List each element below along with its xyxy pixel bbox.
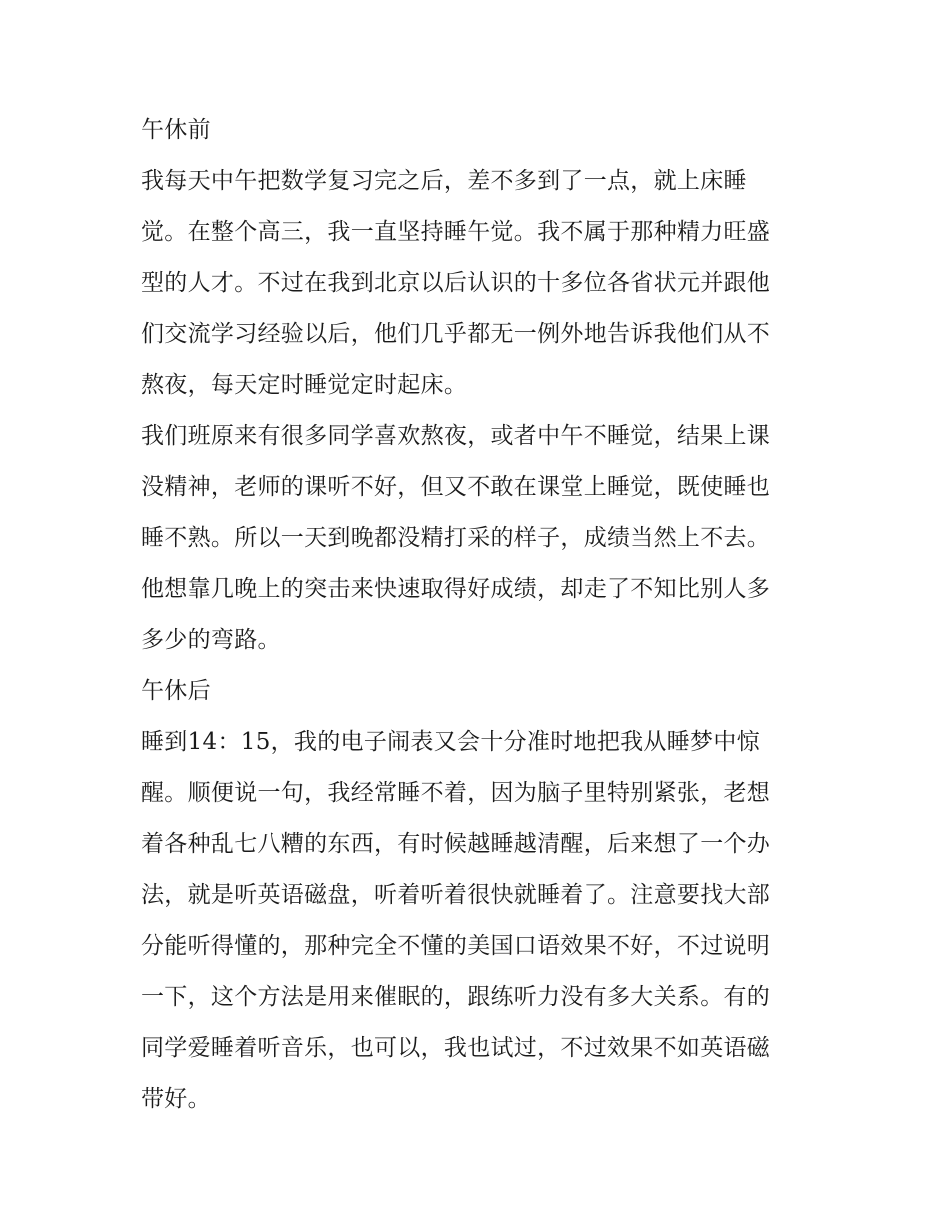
- text-line: 型的人才。不过在我到北京以后认识的十多位各省状元并跟他: [141, 270, 771, 296]
- text-line: 没精神，老师的课听不好，但又不敢在课堂上睡觉，既使睡也: [141, 474, 771, 500]
- section-heading-after-nap: 午休后: [141, 678, 211, 704]
- text-line: 带好。: [141, 1086, 211, 1112]
- text-line: 分能听得懂的，那种完全不懂的美国口语效果不好，不过说明: [141, 933, 771, 959]
- text-line: 法，就是听英语磁盘，听着听着很快就睡着了。注意要找大部: [141, 882, 771, 908]
- text-line: 他想靠几晚上的突击来快速取得好成绩，却走了不知比别人多: [141, 576, 771, 602]
- text-line: 熬夜，每天定时睡觉定时起床。: [141, 372, 468, 398]
- text-line: 我们班原来有很多同学喜欢熬夜，或者中午不睡觉，结果上课: [141, 423, 771, 449]
- text-line: 一下，这个方法是用来催眠的，跟练听力没有多大关系。有的: [141, 984, 771, 1010]
- text-line: 醒。顺便说一句，我经常睡不着，因为脑子里特别紧张，老想: [141, 780, 771, 806]
- document-body: [141, 105, 821, 1125]
- text-line: 们交流学习经验以后，他们几乎都无一例外地告诉我他们从不: [141, 321, 771, 347]
- text-line: 觉。在整个高三，我一直坚持睡午觉。我不属于那种精力旺盛: [141, 219, 771, 245]
- section-heading-before-nap: 午休前: [141, 117, 211, 143]
- text-line: 着各种乱七八糟的东西，有时候越睡越清醒，后来想了一个办: [141, 831, 771, 857]
- text-line: 同学爱睡着听音乐，也可以，我也试过，不过效果不如英语磁: [141, 1035, 771, 1061]
- text-line: 睡到14：15，我的电子闹表又会十分准时地把我从睡梦中惊: [141, 729, 760, 755]
- text-line: 睡不熟。所以一天到晚都没精打采的样子，成绩当然上不去。: [141, 525, 771, 551]
- text-line: 我每天中午把数学复习完之后，差不多到了一点，就上床睡: [141, 168, 747, 194]
- text-line: 多少的弯路。: [141, 627, 281, 653]
